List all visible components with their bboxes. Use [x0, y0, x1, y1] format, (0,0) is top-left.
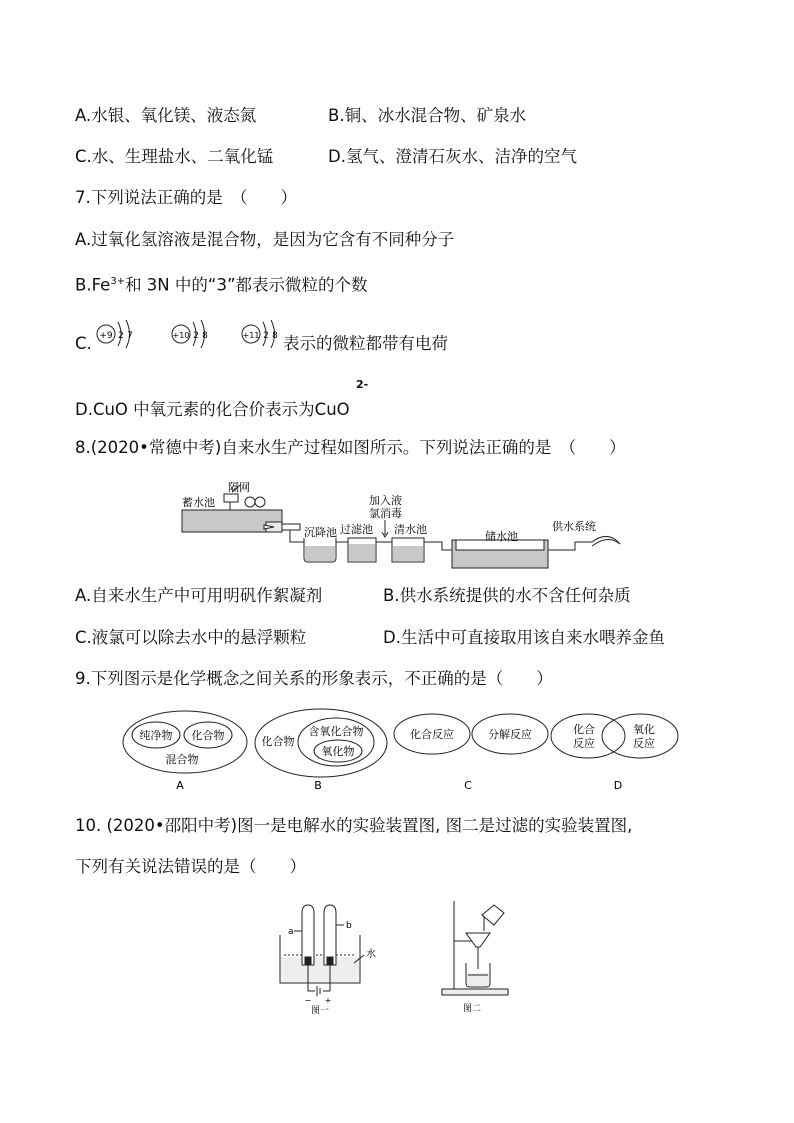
- letter-c: C: [464, 779, 472, 792]
- concept-relationship-diagrams: [118, 705, 688, 795]
- q8-option-b: B.供水系统提供的水不含任何杂质: [383, 586, 631, 605]
- label-storage: 储水池: [485, 530, 518, 543]
- a-inner-right: 化合物: [191, 729, 225, 742]
- label-clear: 清水池: [394, 523, 427, 536]
- q6-option-c: C.水、生理盐水、二氧化锰: [75, 147, 274, 166]
- d-left-2: 反应: [573, 737, 595, 750]
- q8-option-d: D.生活中可直接取用该自来水喂养金鱼: [383, 628, 665, 647]
- q7-b-pre: B.Fe: [75, 275, 111, 295]
- atom-diagram-3: [242, 320, 278, 348]
- electrolysis-apparatus: [268, 895, 378, 1015]
- atom1-shell2: 7: [127, 331, 133, 341]
- atom1-nucleus: +9: [99, 331, 113, 341]
- label-supply: 供水系统: [552, 520, 596, 533]
- atom-structure-diagrams: [92, 314, 288, 356]
- q9-stem: 9.下列图示是化学概念之间关系的形象表示，不正确的是（ ）: [75, 669, 553, 688]
- q7-d-formula: CuO: [314, 400, 350, 419]
- q7-option-a: A.过氧化氢溶液是混合物，是因为它含有不同种分子: [75, 230, 455, 249]
- q7-d-valence: 2-: [356, 378, 369, 391]
- label-reservoir: 蓄水池: [182, 496, 215, 509]
- atom2-shell2: 8: [202, 331, 208, 341]
- label-chlorine: 氯消毒: [369, 507, 402, 520]
- d-right-1: 氧化: [633, 723, 655, 736]
- fig1-plus: +: [324, 996, 332, 1005]
- letter-b: B: [314, 779, 322, 792]
- q8-option-a: A.自来水生产中可用明矾作絮凝剂: [75, 586, 323, 605]
- q10-stem-line2: 下列有关说法错误的是（ ）: [75, 857, 306, 876]
- atom3-shell1: 2: [263, 331, 269, 341]
- q10-stem-line1: 10. (2020•邵阳中考)图一是电解水的实验装置图, 图二是过滤的实验装置图,: [75, 816, 633, 835]
- b-outer: 化合物: [261, 735, 295, 748]
- label-add: 加入液: [369, 494, 402, 507]
- water-treatment-diagram: [180, 480, 625, 580]
- q6-option-b: B.铜、冰水混合物、矿泉水: [328, 106, 527, 125]
- filtration-apparatus: [432, 895, 522, 1015]
- c-right: 分解反应: [488, 728, 532, 741]
- q7-option-c-label: C.: [75, 334, 92, 353]
- letter-a: A: [176, 779, 184, 792]
- q8-stem: 8.(2020•常德中考)自来水生产过程如图所示。下列说法正确的是 （ ）: [75, 438, 626, 457]
- d-left-1: 化合: [573, 723, 595, 736]
- fig1-label-water: 水: [366, 949, 376, 960]
- a-inner-left: 纯净物: [139, 729, 173, 742]
- atom1-shell1: 2: [118, 331, 124, 341]
- atom-diagram-2: [172, 320, 208, 348]
- label-filter: 过滤池: [340, 523, 373, 536]
- atom3-nucleus: +11: [242, 331, 260, 340]
- q7-b-post: 和 3N 中的“3”都表示微粒的个数: [125, 275, 368, 295]
- q7-stem: 7.下列说法正确的是 （ ）: [75, 188, 297, 207]
- atom-diagram-1: [97, 320, 133, 348]
- atom2-nucleus: +10: [172, 331, 190, 340]
- q7-d-pre: D.CuO 中氧元素的化合价表示为: [75, 400, 315, 419]
- q7-option-b: [75, 271, 368, 297]
- q6-option-a: A.水银、氧化镁、液态氮: [75, 106, 257, 125]
- atom2-shell1: 2: [193, 331, 199, 341]
- fig2-caption: 图二: [462, 1004, 482, 1014]
- fig1-minus: −: [304, 996, 312, 1005]
- q7-option-d: [75, 399, 350, 421]
- a-outer: 混合物: [165, 753, 199, 766]
- d-right-2: 反应: [633, 737, 655, 750]
- fig1-label-b: b: [346, 921, 352, 931]
- label-settling: 沉降池: [304, 526, 337, 539]
- q7-b-sup: 3+: [110, 276, 126, 287]
- c-left: 化合反应: [410, 728, 454, 741]
- q6-option-d: D.氢气、澄清石灰水、洁净的空气: [328, 147, 577, 166]
- fig1-label-a: a: [288, 927, 294, 937]
- q8-option-c: C.液氯可以除去水中的悬浮颗粒: [75, 628, 307, 647]
- atom3-shell2: 8: [272, 331, 278, 341]
- letter-d: D: [613, 779, 623, 792]
- fig1-caption: 图一: [310, 1006, 330, 1015]
- label-screen: 隔网: [228, 481, 250, 494]
- q7-option-c-text: 表示的微粒都带有电荷: [283, 334, 448, 353]
- b-middle: 含氧化合物: [308, 725, 364, 738]
- b-inner: 氧化物: [321, 745, 355, 758]
